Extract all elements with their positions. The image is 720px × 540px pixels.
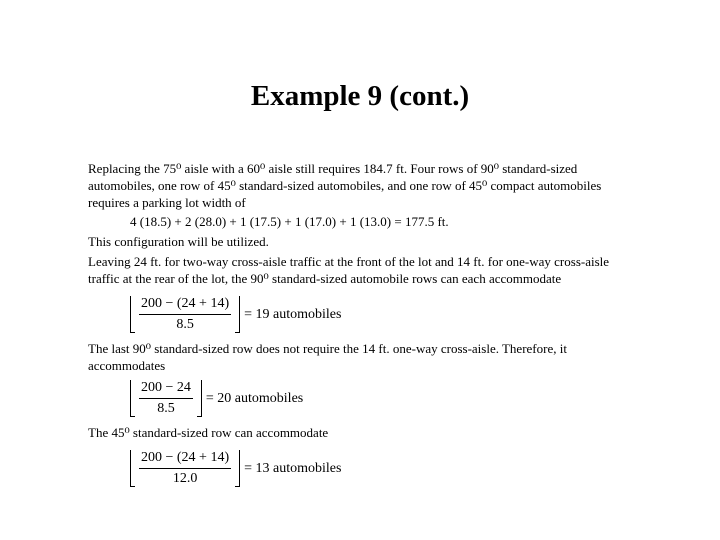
paragraph-line: accommodates bbox=[88, 358, 166, 373]
formula-result: = 19 automobiles bbox=[244, 306, 342, 322]
floor-bracket bbox=[130, 380, 202, 417]
fraction-numerator: 200 − (24 + 14) bbox=[139, 296, 231, 315]
paragraph-line: requires a parking lot width of bbox=[88, 195, 246, 210]
fraction bbox=[139, 380, 193, 417]
formula-1 bbox=[130, 296, 341, 333]
formula-result: = 13 automobiles bbox=[244, 460, 342, 476]
floor-bracket bbox=[130, 450, 240, 487]
slide-title: Example 9 (cont.) bbox=[250, 80, 470, 112]
formula-2 bbox=[130, 380, 303, 417]
fraction-numerator: 200 − 24 bbox=[139, 380, 193, 399]
floor-bracket bbox=[130, 296, 240, 333]
paragraph-line: automobiles, one row of 45⁰ standard-sized automobiles, and one row of 45⁰ compact automobiles bbox=[88, 178, 602, 193]
formula-3 bbox=[130, 450, 341, 487]
fraction bbox=[139, 296, 231, 333]
formula-result: = 20 automobiles bbox=[205, 390, 304, 406]
paragraph-line: The last 90⁰ standard-sized row does not require the 14 ft. one-way cross-aisle. Therefore, it bbox=[88, 341, 567, 356]
fraction-numerator: 200 − (24 + 14) bbox=[139, 450, 231, 469]
fraction bbox=[139, 450, 231, 487]
paragraph-line: traffic at the rear of the lot, the 90⁰ standard-sized automobile rows can each accommodate bbox=[88, 271, 562, 286]
paragraph-line: Replacing the 75⁰ aisle with a 60⁰ aisle still requires 184.7 ft. Four rows of 90⁰ standard-sized bbox=[88, 161, 578, 176]
fraction-denominator: 8.5 bbox=[176, 317, 194, 332]
paragraph-line: Leaving 24 ft. for two-way cross-aisle traffic at the front of the lot and 14 ft. for one-way cross-aisle bbox=[88, 254, 610, 269]
fraction-denominator: 12.0 bbox=[172, 471, 198, 486]
paragraph-line: The 45⁰ standard-sized row can accommodate bbox=[88, 425, 329, 440]
equation-line: 4 (18.5) + 2 (28.0) + 1 (17.5) + 1 (17.0) + 1 (13.0) = 177.5 ft. bbox=[130, 214, 449, 229]
paragraph-line: This configuration will be utilized. bbox=[88, 234, 269, 249]
fraction-denominator: 8.5 bbox=[157, 401, 175, 416]
